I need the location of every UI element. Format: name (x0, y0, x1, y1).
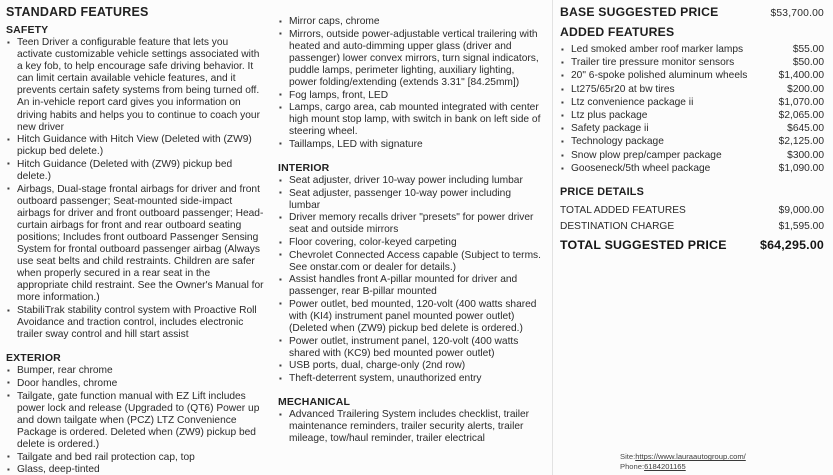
list-item: ▪ Taillamps, LED with signature (278, 139, 542, 151)
list-item: ▪ Teen Driver a configurable feature that lets you activate customizable vehicle settings associated with a key fob, to help encourage safe driving behavior. It can limit certain available vehicle features, and it prevents certain safety systems from being turned off. An in-vehicle report card gives you information on driving habits and helps you to continue to coach your new driver (6, 37, 264, 134)
added-feature-label: ▪ Snow plow prep/camper package (571, 149, 722, 161)
added-feature-label: ▪ Ltz convenience package ii (571, 96, 694, 108)
table-row (560, 96, 824, 109)
list-item: ▪ StabiliTrak stability control system with Proactive Roll Avoidance and traction control, includes electronic trailer sway control and hill start assist (6, 305, 264, 341)
list-item: ▪ Chevrolet Connected Access capable (Subject to terms. See onstar.com or dealer for details.) (278, 250, 542, 274)
added-feature-label: ▪ 20" 6-spoke polished aluminum wheels (571, 70, 748, 82)
added-feature-label: ▪ Technology package (571, 136, 664, 148)
added-feature-label: ▪ Trailer tire pressure monitor sensors (571, 57, 735, 69)
footer-phone-line (620, 462, 746, 471)
dealer-contact-footer (620, 452, 746, 471)
destination-charge-row (560, 219, 824, 235)
added-feature-amount: $1,070.00 (778, 96, 824, 108)
features-continued-column (272, 0, 552, 475)
footer-phone-label: Phone: (620, 461, 645, 471)
interior-feature-list (278, 175, 542, 385)
added-feature-amount: $200.00 (787, 83, 824, 95)
total-suggested-price-row (560, 238, 824, 252)
table-row (560, 122, 824, 135)
dealer-website-link[interactable]: https://www.lauraautogroup.com/ (635, 452, 746, 462)
list-item: ▪ Mirrors, outside power-adjustable vertical trailering with heated and auto-dimming upper glass (driver and passenger) lower convex mirrors, turn signal indicators, puddle lamps, perimeter lighting, auxiliary lighting, power folding/extending (extends 3.31" [84.25mm]) (278, 29, 542, 89)
total-label: TOTAL SUGGESTED PRICE (560, 238, 727, 253)
base-price-amount: $53,700.00 (770, 8, 824, 19)
list-item: ▪ Driver memory recalls driver "presets" for power driver seat and outside mirrors (278, 212, 542, 236)
added-feature-amount: $55.00 (792, 44, 824, 55)
list-item: ▪ Fog lamps, front, LED (278, 90, 542, 102)
added-features-heading: ADDED FEATURES (560, 25, 675, 39)
added-feature-amount: $2,125.00 (778, 136, 824, 148)
list-item: ▪ Seat adjuster, driver 10-way power including lumbar (278, 175, 542, 187)
added-features-list (560, 43, 824, 175)
list-item: ▪ Power outlet, instrument panel, 120-volt (400 watts shared with (KC9) bed mounted power outlet) (278, 336, 542, 360)
list-item: ▪ Seat adjuster, passenger 10-way power including lumbar (278, 188, 542, 212)
added-feature-amount: $645.00 (787, 123, 824, 135)
total-added-features-row (560, 203, 824, 219)
list-item: ▪ Floor covering, color-keyed carpeting (278, 237, 542, 249)
list-item: ▪ Bumper, rear chrome (6, 365, 264, 377)
total-amount: $64,295.00 (759, 238, 824, 253)
exterior-feature-list-continued (278, 16, 542, 151)
detail-amount: $1,595.00 (778, 220, 824, 232)
table-row (560, 43, 824, 56)
table-row (560, 162, 824, 175)
standard-features-column (0, 0, 272, 475)
list-item: ▪ Tailgate, gate function manual with EZ Lift includes power lock and release (Upgraded to (QT6) Power up and down tailgate when (PCZ) LTZ Convenience Package is ordered. Deleted when (ZW9) pickup bed delete is ordered.) (6, 391, 264, 451)
safety-feature-list (6, 37, 264, 341)
list-item: ▪ Tailgate and bed rail protection cap, top (6, 452, 264, 464)
exterior-feature-list (6, 365, 264, 475)
pricing-column (553, 0, 832, 475)
detail-amount: $9,000.00 (778, 205, 824, 217)
table-row (560, 149, 824, 162)
table-row (560, 83, 824, 96)
list-item: ▪ Hitch Guidance with Hitch View (Deleted with (ZW9) pickup bed delete.) (6, 134, 264, 158)
added-feature-label: ▪ Safety package ii (571, 123, 649, 135)
added-feature-amount: $50.00 (792, 57, 824, 69)
added-feature-amount: $2,065.00 (778, 110, 824, 122)
added-feature-amount: $1,400.00 (778, 70, 824, 82)
list-item: ▪ Power outlet, bed mounted, 120-volt (400 watts shared with (KI4) instrument panel mounted power outlet) (Deleted when (ZW9) pickup bed delete is ordered.) (278, 299, 542, 335)
table-row (560, 109, 824, 122)
added-feature-amount: $1,090.00 (778, 162, 824, 174)
price-details-heading: PRICE DETAILS (560, 186, 644, 199)
detail-label: TOTAL ADDED FEATURES (560, 205, 686, 217)
added-feature-label: ▪ Led smoked amber roof marker lamps (571, 44, 744, 55)
base-price-label: BASE SUGGESTED PRICE (560, 5, 719, 19)
section-heading-mechanical: MECHANICAL (278, 396, 351, 409)
added-feature-label: ▪ Gooseneck/5th wheel package (571, 162, 711, 174)
list-item: ▪ USB ports, dual, charge-only (2nd row) (278, 360, 542, 372)
section-heading-safety: SAFETY (6, 24, 49, 36)
added-feature-amount: $300.00 (787, 149, 824, 161)
footer-site-label: Site: (620, 452, 636, 462)
table-row (560, 69, 824, 82)
list-item: ▪ Airbags, Dual-stage frontal airbags for driver and front outboard passenger; Seat-mounted side-impact airbags for driver and front outboard passenger; Head-curtain airbags for front and rear outboard seating positions; Includes front outboard Passenger Sensing System for frontal outboard passenger airbag (Always use seat belts and child restraints. Children are safer when properly secured in a rear seat in the appropriate child restraint. See the Owner's Manual for more information.) (6, 184, 264, 305)
footer-site-line (620, 452, 746, 461)
detail-label: DESTINATION CHARGE (560, 220, 675, 232)
list-item: ▪ Glass, deep-tinted (6, 464, 264, 475)
table-row (560, 56, 824, 69)
list-item: ▪ Assist handles front A-pillar mounted for driver and passenger, rear B-pillar mounted (278, 274, 542, 298)
page-title: STANDARD FEATURES (6, 5, 149, 19)
list-item: ▪ Door handles, chrome (6, 378, 264, 390)
added-feature-label: ▪ Lt275/65r20 at bw tires (571, 83, 675, 95)
dealer-phone-link[interactable]: 6184201165 (644, 461, 686, 471)
list-item: ▪ Advanced Trailering System includes checklist, trailer maintenance reminders, trailer security alerts, trailer mileage, tow/haul reminder, trailer electrical (278, 409, 542, 445)
list-item: ▪ Lamps, cargo area, cab mounted integrated with center high mount stop lamp, with switch in bank on left side of steering wheel. (278, 102, 542, 138)
mechanical-feature-list (278, 409, 542, 445)
list-item: ▪ Theft-deterrent system, unauthorized entry (278, 373, 542, 385)
section-heading-interior: INTERIOR (278, 162, 330, 175)
base-suggested-price-row (560, 5, 824, 19)
list-item: ▪ Mirror caps, chrome (278, 16, 542, 28)
section-heading-exterior: EXTERIOR (6, 352, 61, 365)
added-feature-label: ▪ Ltz plus package (571, 110, 648, 122)
list-item: ▪ Hitch Guidance (Deleted with (ZW9) pickup bed delete.) (6, 159, 264, 183)
table-row (560, 135, 824, 148)
